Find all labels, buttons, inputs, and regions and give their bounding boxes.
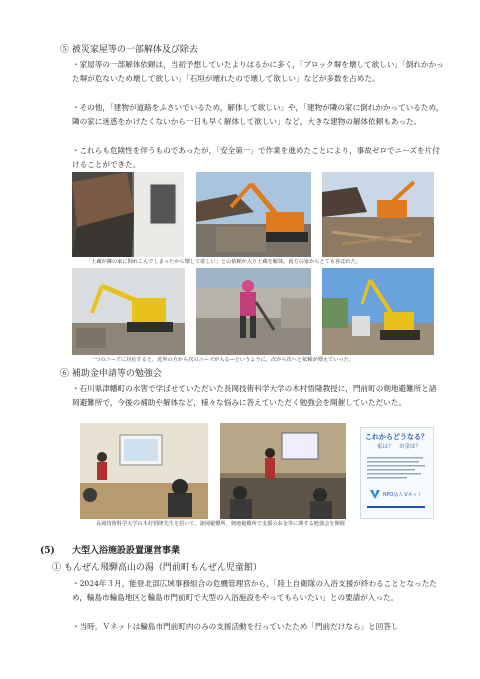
npo-logo-icon [369,488,381,500]
project-number: (5) [40,546,55,556]
project-subheading: ① もんぜん飛騨高山の湯（門前町もんぜん児童館） [52,563,262,573]
section-5-bullet: ・家屋等の一部解体依頼は，当初予想していたよりはるかに多く，「ブロック塀を壊して欲しい」「倒れかかった塀が危ないため壊して欲しい」「石垣が壊れたので壊して欲しい」などが多数を占めた。 [72,60,444,84]
section-6-heading: ⑥ 補助金申請等の勉強会 [60,369,162,379]
flyer-subtitle: 家は？ お金は？ [377,444,422,450]
photo-collapsed-storehouse [72,172,184,257]
section-6-bullet: ・石川県津幡町の水害で学ばせていただいた長岡技術科学大学の木村悟隆教授に，門前町の剣地避難所と諸岡避難所で，今後の補助や解体など，様々な悩みに答えていただく勉強会を開催していただいた。 [72,384,437,408]
section-5-heading: ⑤ 被災家屋等の一部解体及び除去 [60,45,198,55]
photo-worker-breaking-wall [196,268,311,355]
section-5-bullet: ・これらも危険性を伴うものであったが，「安全第一」で作業を進めたことにより，事故ゼロでニーズを片付けることができた。 [72,146,440,170]
section-5-bullet: ・その他，「建物が道路をふさいでいるため，解体して欲しい」や，「建物が隣の家に倒れかかっているため，隣の家に迷惑をかけたくないから一日も早く解体して欲しい」など，大きな建物の解体依頼もあった。 [72,103,444,127]
project-bullet: ・当時，Ｖネットは輪島市門前町内のみの支援活動を行っていたため「門前だけなら」と回答し [72,622,399,631]
photo-excavator-demolition [196,172,311,257]
photo-yellow-excavator [72,268,185,355]
photo-excavator-sunny [322,268,434,355]
project-bullet: ・2024年３月，能登北部広域事務組合の危機管理官から，「陸上自衛隊の入浴支援が終わることとなったため，輪島市輪島地区と輪島市門前町で大型の入浴施設をやってもらいたい」との要請が入った。 [72,579,437,603]
photo-caption-row-2: 一つのニーズに対応すると，近所の方から次のニーズが入る―というように，次から次へと依頼が増えていった。 [90,357,355,363]
photo-study-session-2 [220,423,346,519]
study-session-flyer [360,427,434,519]
photo-caption-study: 長岡技術科学大学の木村悟隆先生を招いて，諸岡避難所，剣地避難所で支援のお金等に関する勉強会を開催 [96,521,345,527]
flyer-title: これからどうなる？ [365,433,428,441]
photo-study-session-1 [80,423,208,519]
flyer-body-text [367,456,427,482]
flyer-npo-name: NPO法人 Vネット [383,493,423,498]
photo-debris-removal [322,172,434,257]
flyer-footer-line [367,506,425,508]
project-title: 大型入浴施設設置運営事業 [72,546,181,556]
photo-caption-row-1: 「土蔵が隣の家に倒れこんでしまったから壊して欲しい」との依頼が入り土蔵を解体。両方の家からとても喜ばれた。 [86,259,361,265]
